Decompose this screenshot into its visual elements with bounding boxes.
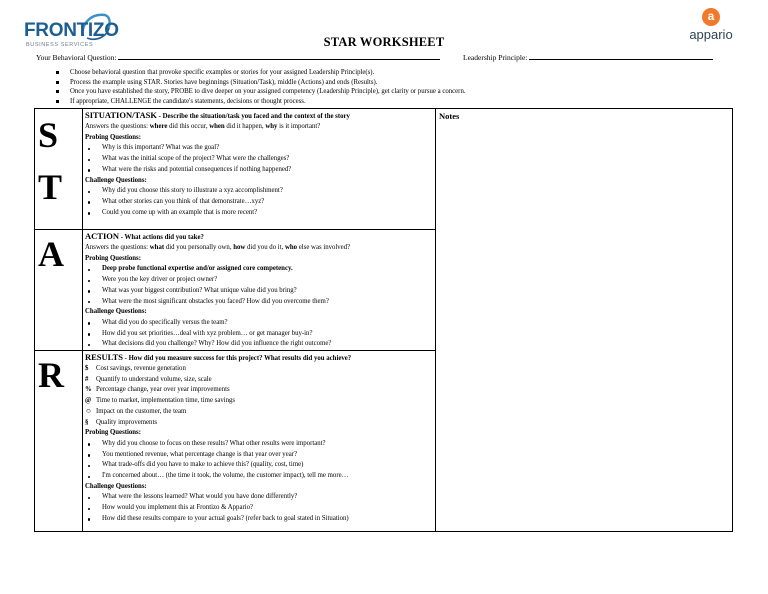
answers-text: is it important?: [277, 123, 321, 130]
situation-heading-block: [85, 110, 433, 122]
metric-text: Quantify to understand volume, size, scale: [96, 375, 212, 383]
instructions-list: [56, 68, 466, 106]
answers-text: Answers the questions:: [85, 244, 150, 251]
metric-text: Cost savings, revenue generation: [96, 365, 186, 373]
metric-item: [85, 407, 433, 418]
answers-keyword: what: [149, 244, 165, 251]
notes-cell[interactable]: [436, 109, 733, 532]
situation-row: [35, 109, 733, 230]
action-description: - What actions did you take?: [119, 234, 204, 241]
metric-item: [85, 418, 433, 429]
metric-text: Quality improvements: [96, 418, 157, 426]
results-heading-block: [85, 352, 433, 364]
frontizo-tagline: BUSINESS SERVICES: [26, 42, 94, 48]
action-probing-emphasis-item: Deep probe functional expertise and/or assigned core competency.: [85, 264, 433, 275]
action-challenge-item: What did you do specifically versus the team?: [85, 318, 433, 329]
answers-keyword: where: [149, 123, 168, 130]
behavioral-question-field[interactable]: [36, 53, 440, 62]
results-letter-cell: [35, 351, 83, 532]
answers-text: did you do it,: [245, 244, 285, 251]
behavioral-question-label: Your Behavioral Question:: [36, 53, 117, 62]
situation-answers: [85, 122, 433, 133]
action-challenge-item: How did you set priorities…deal with xyz problem… or get manager buy-in?: [85, 329, 433, 340]
metric-item: [85, 364, 433, 375]
smiley-icon: ☺: [85, 407, 92, 415]
situation-probing-label: Probing Questions:: [85, 133, 141, 141]
situation-probing-item: Why is this important? What was the goal?: [85, 143, 433, 154]
metric-item: [85, 375, 433, 386]
answers-text: else was involved?: [297, 244, 351, 251]
results-probing-item: You mentioned revenue, what percentage change is that year over year?: [85, 450, 433, 461]
answers-keyword: how: [233, 244, 246, 251]
action-probing-item: What was your biggest contribution? What unique value did you bring?: [85, 286, 433, 297]
behavioral-question-line[interactable]: [118, 59, 440, 60]
appario-wordmark: appario: [689, 27, 733, 42]
situation-challenge-label: Challenge Questions:: [85, 176, 147, 184]
situation-letter-cell: [35, 109, 83, 230]
section-icon: §: [85, 418, 89, 426]
metric-text: Time to market, implementation time, time savings: [96, 397, 236, 405]
results-probing-item: Why did you choose to focus on these results? What other results were important?: [85, 439, 433, 450]
answers-keyword: when: [209, 123, 225, 130]
letter-t: T: [38, 167, 63, 207]
metric-text: Percentage change, year over year improvements: [96, 386, 230, 394]
appario-mark-icon: a: [702, 8, 720, 26]
action-heading-block: [85, 231, 433, 243]
notes-label: Notes: [439, 111, 460, 121]
results-probing-item: What trade-offs did you have to make to achieve this? (quality, cost, time): [85, 460, 433, 471]
action-answers: [85, 243, 433, 254]
results-probing-item: I'm concerned about… (the time it took, the volume, the customer impact), tell me more…: [85, 471, 433, 482]
action-probing-item: What were the most significant obstacles you faced? How did you overcome them?: [85, 297, 433, 308]
results-probing-label: Probing Questions:: [85, 429, 141, 437]
dollar-icon: $: [85, 365, 89, 373]
metric-item: [85, 396, 433, 407]
situation-description: - Describe the situation/task you faced and the context of the story: [156, 113, 350, 120]
action-probing-label: Probing Questions:: [85, 254, 141, 262]
leadership-principle-line[interactable]: [529, 59, 713, 60]
leadership-principle-label: Leadership Principle:: [463, 53, 528, 62]
action-challenge-item: What decisions did you challenge? Why? How did you influence the right outcome?: [85, 339, 433, 350]
action-heading: ACTION: [85, 231, 120, 241]
instruction-item: If appropriate, CHALLENGE the candidate's statements, decisions or thought process.: [56, 97, 466, 107]
answers-text: Answers the questions:: [85, 123, 150, 130]
metric-item: [85, 385, 433, 396]
page-title: STAR WORKSHEET: [323, 35, 445, 49]
results-challenge-label: Challenge Questions:: [85, 482, 147, 490]
situation-heading: SITUATION/TASK: [85, 110, 157, 120]
results-challenge-item: How would you implement this at Frontizo & Appario?: [85, 503, 433, 514]
situation-challenge-item: Why did you choose this story to illustrate a xyz accomplishment?: [85, 186, 433, 197]
answers-keyword: why: [265, 123, 278, 130]
situation-content: [83, 109, 436, 230]
letter-a: A: [38, 234, 64, 274]
frontizo-wordmark: FRONTIZO: [24, 20, 119, 41]
letter-s: S: [38, 115, 59, 155]
situation-probing-item: What was the initial scope of the project? What were the challenges?: [85, 154, 433, 165]
action-challenge-label: Challenge Questions:: [85, 308, 147, 316]
letter-r: R: [38, 355, 64, 396]
situation-challenge-item: What other stories can you think of that demonstrate…xyz?: [85, 197, 433, 208]
star-table: [34, 108, 733, 532]
at-sign-icon: @: [85, 397, 92, 405]
answers-text: did it happen,: [224, 123, 266, 130]
results-challenge-item: How did these results compare to your actual goals? (refer back to goal stated in Situation): [85, 514, 433, 525]
instruction-item: Once you have established the story, PROBE to dive deeper on your assigned competency (Leadership Principle), get clarity or pursue a concern.: [56, 87, 466, 97]
action-probing-item: Were you the key driver or project owner?: [85, 275, 433, 286]
action-content: [83, 230, 436, 351]
results-heading: RESULTS: [85, 352, 123, 363]
results-description: - How did you measure success for this project? What results did you achieve?: [122, 355, 352, 363]
metric-text: Impact on the customer, the team: [96, 407, 187, 415]
situation-challenge-item: Could you come up with an example that is more recent?: [85, 208, 433, 219]
answers-text: did you personally own,: [164, 244, 234, 251]
leadership-principle-field[interactable]: [463, 53, 713, 62]
action-letter-cell: [35, 230, 83, 351]
answers-keyword: who: [284, 244, 298, 251]
instruction-item: Process the example using STAR. Stories have beginnings (Situation/Task), middle (Actions) and ends (Results).: [56, 78, 466, 88]
percent-icon: %: [85, 386, 92, 394]
results-challenge-item: What were the lessons learned? What would you have done differently?: [85, 492, 433, 503]
situation-probing-item: What were the risks and potential consequences if nothing happened?: [85, 165, 433, 176]
results-content: [83, 351, 436, 532]
hash-icon: #: [85, 375, 89, 383]
instruction-item: Choose behavioral question that provoke specific examples or stories for your assigned Leadership Principle(s).: [56, 68, 466, 78]
answers-text: did this occur,: [167, 123, 210, 130]
